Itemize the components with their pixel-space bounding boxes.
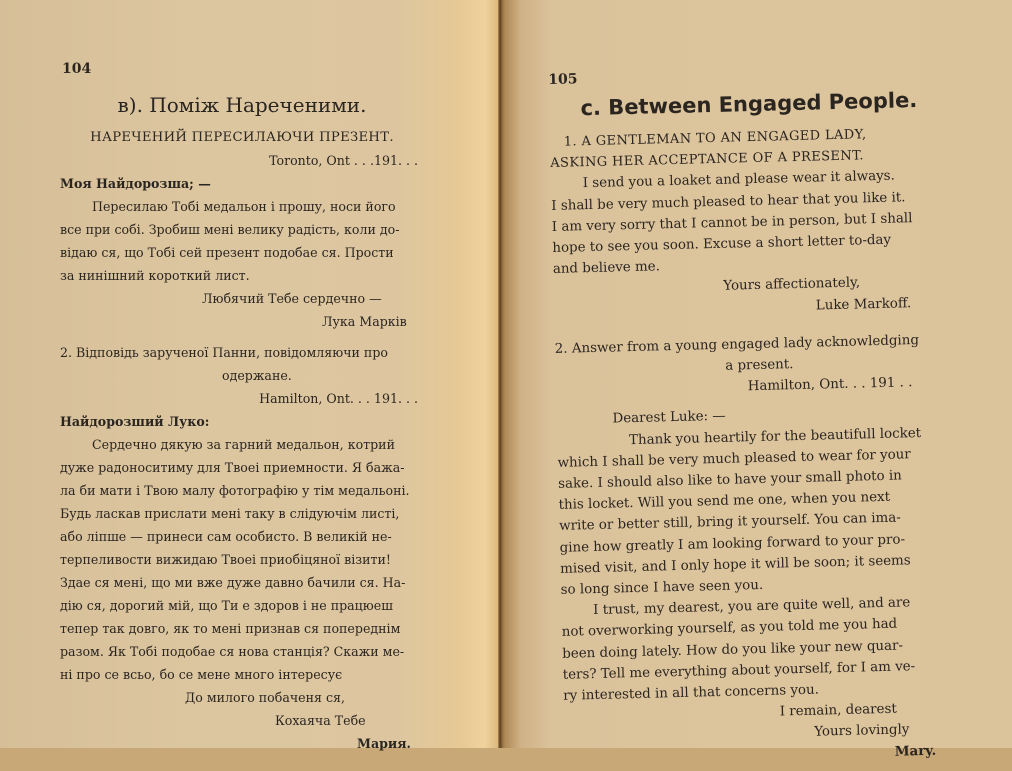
body-line: все при собі. Зробиш мені велику радість, коли до- xyxy=(60,222,400,237)
body-line: ry interested in all that concerns you. xyxy=(563,682,820,704)
body-line: Thank you heartily for the beautifull locket xyxy=(628,425,922,448)
place-date: Toronto, Ont . . .191. . . xyxy=(269,153,418,168)
body-line: відаю ся, що Тобі сей презент подобае ся. Прости xyxy=(60,245,394,260)
letter-heading: 2. Відповідь зарученої Панни, повідомляючи про xyxy=(60,345,388,360)
body-line: ні про се всьо, бо се мене много інтересує xyxy=(60,667,343,682)
letter-heading: 2. Answer from a young engaged lady acknowledging xyxy=(554,332,920,357)
right-page-text xyxy=(548,60,965,770)
body-line: дуже радоноситиму для Твоеі приемности. Я бажа- xyxy=(60,460,405,475)
book-gutter xyxy=(498,0,502,748)
body-line: Здае ся мені, що ми вже дуже давно бачили ся. На- xyxy=(60,575,406,590)
signature: Лука Марків xyxy=(322,314,407,329)
body-line: write or better still, bring it yourself. You can ima- xyxy=(558,510,901,535)
body-line: gine how greatly I am looking forward to your pro- xyxy=(559,532,906,556)
body-line: Пересилаю Тобі медальон і прошу, носи його xyxy=(92,199,396,214)
page-number: 105 xyxy=(548,71,578,88)
letter-heading: a present. xyxy=(725,357,794,374)
body-line: разом. Як Тобі подобае ся нова станція? Скажи ме- xyxy=(60,644,405,659)
salutation: Моя Найдорозша; — xyxy=(60,176,211,191)
body-line: або ліпше — принеси сам особисто. В великій не- xyxy=(60,529,392,544)
place-date: Hamilton, Ont. . . 191. . . xyxy=(259,391,418,406)
body-line: been doing lately. How do you like your new quar- xyxy=(562,638,904,662)
body-line: mised visit, and I only hope it will be soon; it seems xyxy=(560,553,911,577)
closing: Кохаяча Тебе xyxy=(275,713,366,728)
body-line: not overworking yourself, as you told me you had xyxy=(561,617,898,641)
body-line: тепер так довго, як то мені признав ся попереднім xyxy=(60,621,401,636)
signature: Mary. xyxy=(894,742,937,760)
closing: Yours affectionately, xyxy=(723,275,861,295)
letter-heading: 1. A GENTLEMAN TO AN ENGAGED LADY, xyxy=(563,127,867,150)
body-line: hope to see you soon. Excuse a short letter to-day xyxy=(552,232,892,256)
body-line: I am very sorry that I cannot be in person, but I shall xyxy=(551,210,913,235)
body-line: I trust, my dearest, you are quite well, and are xyxy=(593,595,911,619)
body-line: терпеливости вижидаю Твоеі приобіцяної візити! xyxy=(60,552,391,567)
letter-heading: НАРЕЧЕНИЙ ПЕРЕСИЛАЮЧИ ПРЕЗЕНТ. xyxy=(90,130,394,145)
section-title: c. Between Engaged People. xyxy=(580,87,918,121)
place-date: Hamilton, Ont. . . 191 . . xyxy=(747,375,913,395)
salutation: Dearest Luke: — xyxy=(612,409,726,427)
letter-heading: одержане. xyxy=(222,368,292,383)
closing: Любячий Тебе сердечно — xyxy=(202,291,382,306)
body-line: this locket. Will you send me one, when you next xyxy=(558,490,891,514)
body-line: so long since I have seen you. xyxy=(560,577,764,598)
salutation: Найдорозший Луко: xyxy=(60,414,210,429)
body-line: sake. I should also like to have your small photo in xyxy=(557,468,902,492)
closing: До милого побаченя ся, xyxy=(185,690,345,705)
section-title: в). Поміж Нареченими. xyxy=(117,93,367,117)
body-line: and believe me. xyxy=(552,259,661,278)
left-page-text xyxy=(60,58,424,755)
body-line: I send you a loaket and please wear it always. xyxy=(582,168,896,192)
signature: Мария. xyxy=(357,736,411,751)
signature: Luke Markoff. xyxy=(815,295,912,314)
body-line: Сердечно дякую за гарний медальон, котрий xyxy=(92,437,395,452)
letter-heading: ASKING HER ACCEPTANCE OF A PRESENT. xyxy=(550,148,864,172)
body-line: ла би мати і Твою малу фотографію у тім медальоні. xyxy=(60,483,410,498)
body-line: ters? Tell me everything about yourself, for I am ve- xyxy=(562,659,916,683)
body-line: I shall be very much pleased to hear that you like it. xyxy=(551,189,906,214)
page-number: 104 xyxy=(62,61,92,77)
body-line: which I shall be very much pleased to wear for your xyxy=(557,447,911,471)
body-line: за нинішний короткий лист. xyxy=(60,268,250,283)
body-line: дію ся, дорогий мій, що Ти е здоров і не працюеш xyxy=(60,598,393,613)
body-line: Будь ласкав прислати мені таку в слідуючім листі, xyxy=(60,506,400,521)
closing: I remain, dearest xyxy=(779,701,897,720)
closing: Yours lovingly xyxy=(814,722,910,741)
